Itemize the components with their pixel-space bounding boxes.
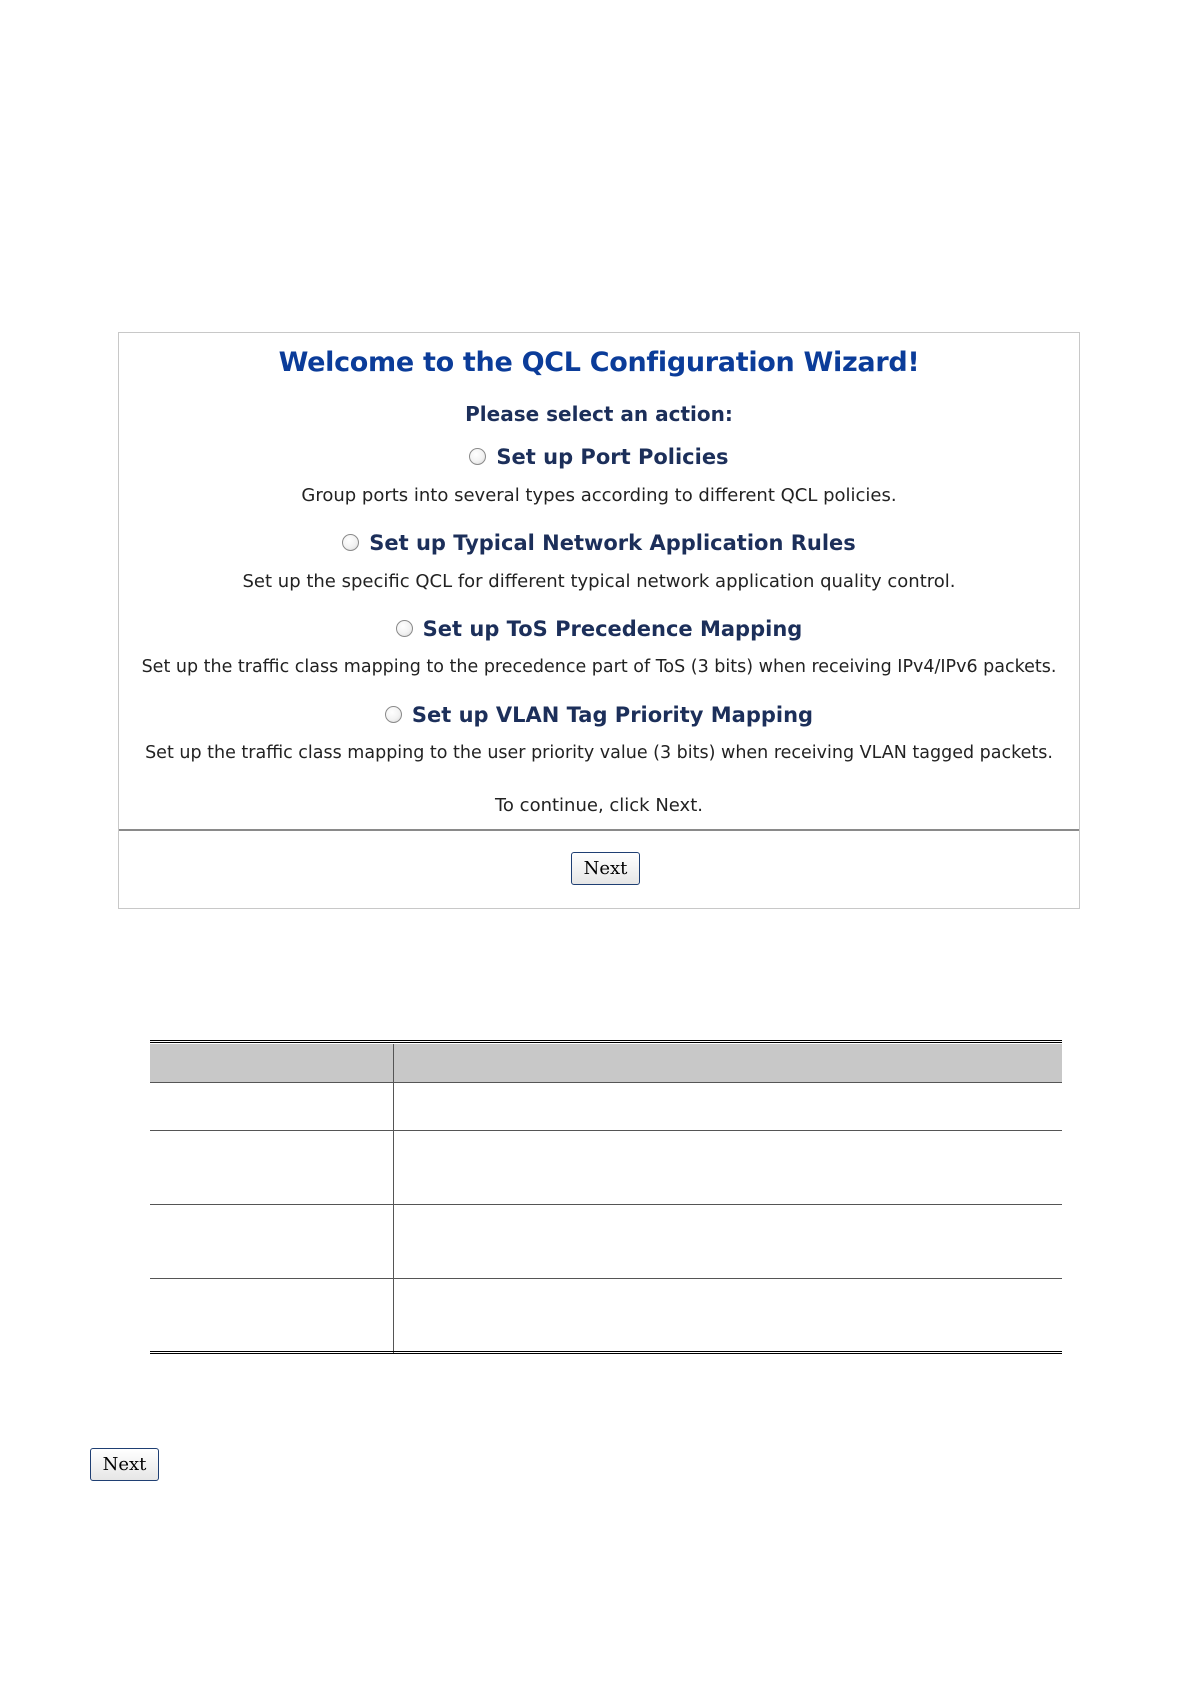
wizard-title: Welcome to the QCL Configuration Wizard! <box>278 347 920 378</box>
table-top-border <box>150 1040 1062 1043</box>
table-row <box>150 1205 1062 1279</box>
option-port-policies[interactable] <box>119 445 1079 469</box>
next-button[interactable]: Next <box>571 852 640 885</box>
table-bottom-border <box>150 1351 1062 1354</box>
option-tos-precedence-mapping[interactable] <box>119 617 1079 641</box>
table-column-divider <box>393 1044 394 1354</box>
table-header-row <box>150 1044 1062 1083</box>
wizard-footer <box>119 831 1079 910</box>
continue-instruction: To continue, click Next. <box>495 795 703 816</box>
wizard-body <box>119 333 1079 829</box>
option-label: Set up Port Policies <box>496 445 729 469</box>
option-label: Set up Typical Network Application Rules <box>369 531 856 555</box>
next-button[interactable]: Next <box>90 1448 159 1481</box>
option-description: Set up the traffic class mapping to the precedence part of ToS (3 bits) when receiving IPv4/IPv6 packets. <box>141 657 1057 677</box>
option-description: Set up the specific QCL for different typical network application quality control. <box>242 571 956 592</box>
wizard-subtitle: Please select an action: <box>465 402 733 426</box>
table-row <box>150 1082 1062 1131</box>
option-description: Set up the traffic class mapping to the user priority value (3 bits) when receiving VLAN tagged packets. <box>145 743 1053 763</box>
option-network-application-rules[interactable] <box>119 531 1079 555</box>
option-description: Group ports into several types according to different QCL policies. <box>301 485 897 506</box>
qcl-wizard-panel <box>118 332 1080 909</box>
tos-precedence-mapping-radio[interactable] <box>396 620 413 637</box>
table-row <box>150 1131 1062 1205</box>
option-label: Set up VLAN Tag Priority Mapping <box>411 703 814 727</box>
network-application-rules-radio[interactable] <box>342 534 359 551</box>
table-row <box>150 1279 1062 1350</box>
port-policies-radio[interactable] <box>469 448 486 465</box>
option-label: Set up ToS Precedence Mapping <box>422 617 803 641</box>
option-vlan-tag-priority-mapping[interactable] <box>119 703 1079 727</box>
vlan-tag-priority-mapping-radio[interactable] <box>385 706 402 723</box>
